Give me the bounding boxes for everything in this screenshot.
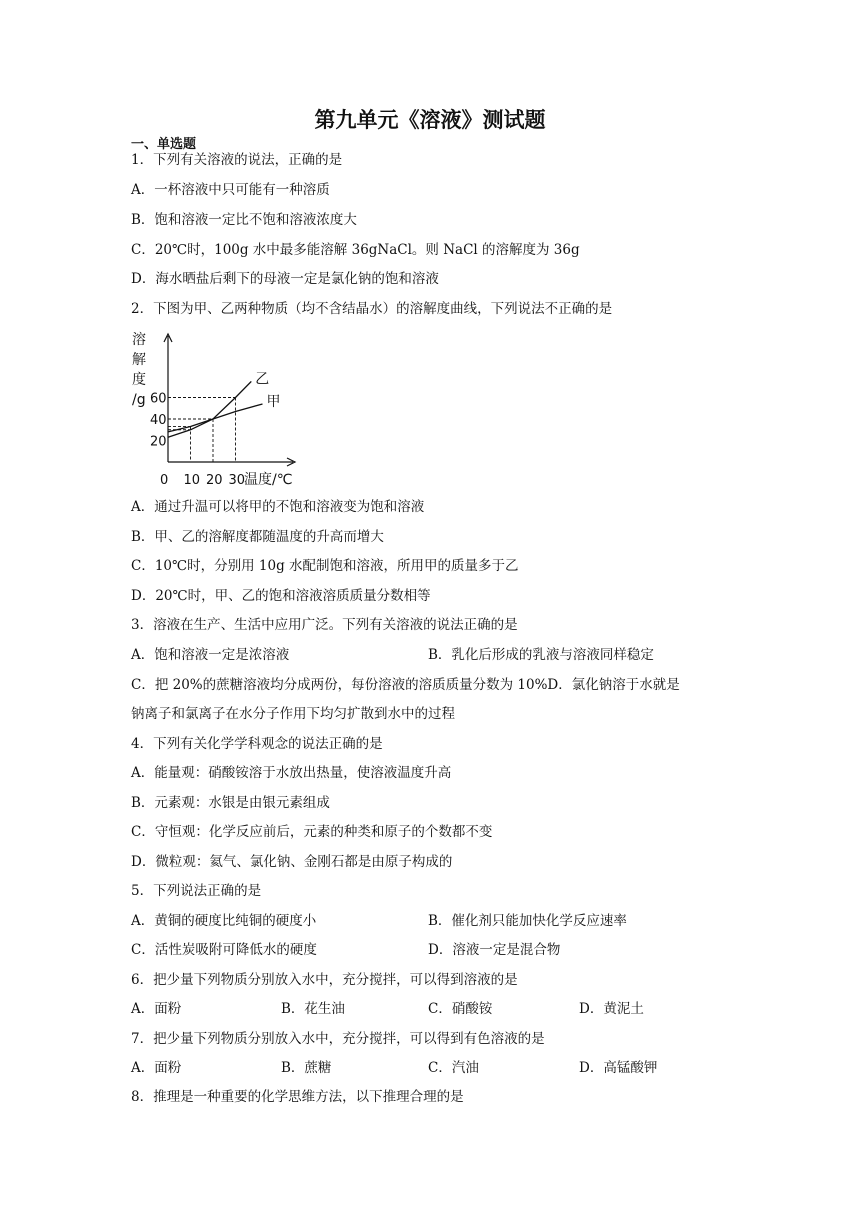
q1-option-c: C．20℃时，100g 水中最多能溶解 36gNaCl。则 NaCl 的溶解度为 36g bbox=[131, 242, 580, 258]
solubility-chart bbox=[128, 326, 308, 492]
q1-option-d: D．海水晒盐后剩下的母液一定是氯化钠的饱和溶液 bbox=[131, 271, 439, 287]
q5-option-a: A．黄铜的硬度比纯铜的硬度小 bbox=[131, 913, 317, 929]
q6-option-d: D．黄泥土 bbox=[579, 1001, 644, 1017]
series-line-jia bbox=[168, 404, 263, 432]
y-tick-label: 40 bbox=[150, 413, 167, 428]
y-axis-label: /g bbox=[132, 392, 146, 408]
series-label: 甲 bbox=[266, 393, 281, 410]
q1-option-a: A．一杯溶液中只可能有一种溶质 bbox=[131, 182, 330, 198]
q6-option-c: C．硝酸铵 bbox=[428, 1001, 493, 1017]
q6-option-b: B．花生油 bbox=[281, 1001, 345, 1017]
q5-stem: 5．下列说法正确的是 bbox=[131, 883, 262, 899]
q8-stem: 8．推理是一种重要的化学思维方法，以下推理合理的是 bbox=[131, 1089, 464, 1105]
q6-stem: 6．把少量下列物质分别放入水中，充分搅拌，可以得到溶液的是 bbox=[131, 972, 518, 988]
q2-option-c: C．10℃时，分别用 10g 水配制饱和溶液，所用甲的质量多于乙 bbox=[131, 558, 519, 574]
q1-stem: 1．下列有关溶液的说法，正确的是 bbox=[131, 152, 343, 168]
q6-option-a: A．面粉 bbox=[131, 1001, 182, 1017]
q7-option-c: C．汽油 bbox=[428, 1060, 479, 1076]
y-tick-label: 20 bbox=[150, 434, 167, 450]
q3-option-a: A．饱和溶液一定是浓溶液 bbox=[131, 647, 290, 663]
q3-option-cd: C．把 20%的蔗糖溶液均分成两份，每份溶液的溶质质量分数为 10%D．氯化钠溶于水就是 bbox=[131, 677, 680, 693]
q4-stem: 4．下列有关化学学科观念的说法正确的是 bbox=[131, 736, 383, 752]
q7-option-a: A．面粉 bbox=[131, 1060, 182, 1076]
q3-stem: 3．溶液在生产、生活中应用广泛。下列有关溶液的说法正确的是 bbox=[131, 617, 518, 633]
y-tick-label: 60 bbox=[150, 391, 167, 407]
section-heading: 一、单选题 bbox=[131, 137, 197, 152]
q5-option-d: D．溶液一定是混合物 bbox=[428, 942, 561, 958]
q1-option-b: B．饱和溶液一定比不饱和溶液浓度大 bbox=[131, 212, 357, 228]
q2-stem: 2．下图为甲、乙两种物质（均不含结晶水）的溶解度曲线，下列说法不正确的是 bbox=[131, 301, 613, 317]
q4-option-a: A．能量观：硝酸铵溶于水放出热量，使溶液温度升高 bbox=[131, 765, 452, 781]
page-title: 第九单元《溶液》测试题 bbox=[314, 108, 546, 132]
y-axis-label: 解 bbox=[132, 352, 146, 368]
q7-option-b: B．蔗糖 bbox=[281, 1060, 332, 1076]
q5-option-c: C．活性炭吸附可降低水的硬度 bbox=[131, 942, 317, 958]
q4-option-d: D．微粒观：氦气、氯化钠、金刚石都是由原子构成的 bbox=[131, 854, 453, 870]
q5-option-b: B．催化剂只能加快化学反应速率 bbox=[428, 913, 627, 929]
x-tick-label: 30 bbox=[228, 473, 246, 488]
x-tick-label: 0 bbox=[160, 473, 169, 488]
y-axis-label: 度 bbox=[132, 372, 146, 388]
q3-option-d-cont: 钠离子和氯离子在水分子作用下均匀扩散到水中的过程 bbox=[131, 706, 455, 722]
series-label: 乙 bbox=[255, 371, 270, 388]
q7-option-d: D．高锰酸钾 bbox=[579, 1060, 658, 1076]
x-axis-label: 温度/℃ bbox=[244, 472, 293, 488]
q4-option-c: C．守恒观：化学反应前后，元素的种类和原子的个数都不变 bbox=[131, 824, 493, 840]
x-tick-label: 20 bbox=[206, 473, 223, 488]
q3-option-b: B．乳化后形成的乳液与溶液同样稳定 bbox=[428, 647, 654, 663]
y-axis-label: 溶 bbox=[132, 332, 146, 348]
q4-option-b: B．元素观：水银是由银元素组成 bbox=[131, 795, 330, 811]
q7-stem: 7．把少量下列物质分别放入水中，充分搅拌，可以得到有色溶液的是 bbox=[131, 1031, 545, 1047]
q2-option-a: A．通过升温可以将甲的不饱和溶液变为饱和溶液 bbox=[131, 499, 425, 515]
x-tick-label: 10 bbox=[183, 473, 201, 488]
q2-option-b: B．甲、乙的溶解度都随温度的升高而增大 bbox=[131, 529, 384, 545]
q2-option-d: D．20℃时，甲、乙的饱和溶液溶质质量分数相等 bbox=[131, 588, 431, 604]
